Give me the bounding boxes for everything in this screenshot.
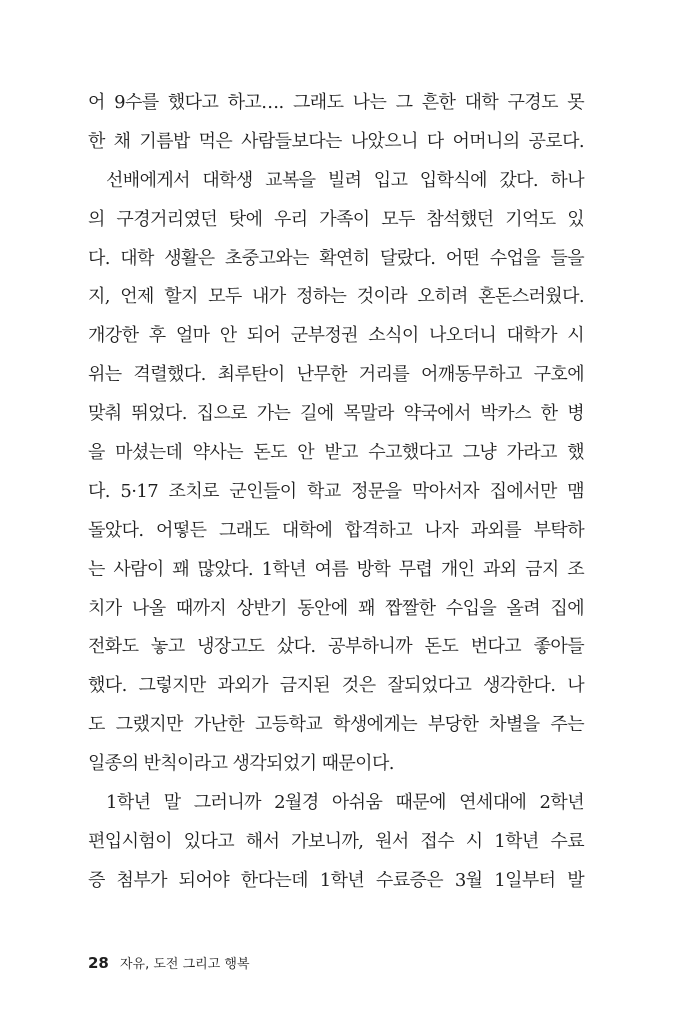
running-title: 자유, 도전 그리고 행복	[119, 957, 250, 972]
text-line: 편입시험이 있다고 해서 가보니까, 원서 접수 시 1학년 수료	[88, 830, 584, 852]
text-line: 다. 5·17 조치로 군인들이 학교 정문을 막아서자 집에서만 맴	[88, 480, 584, 502]
text-line: 증 첨부가 되어야 한다는데 1학년 수료증은 3월 1일부터 발	[88, 869, 584, 891]
text-line: 맞춰 뛰었다. 집으로 가는 길에 목말라 약국에서 박카스 한 병	[88, 403, 584, 425]
text-line: 어 9수를 했다고 하고…. 그래도 나는 그 흔한 대학 구경도 못	[88, 92, 584, 113]
text-line: 전화도 놓고 냉장고도 샀다. 공부하니까 돈도 번다고 좋아들	[88, 636, 584, 658]
text-line: 한 채 기름밥 먹은 사람들보다는 나았으니 다 어머니의 공로다.	[88, 130, 584, 152]
text-line: 을 마셨는데 약사는 돈도 안 받고 수고했다고 그냥 가라고 했	[88, 442, 584, 464]
text-line: 돌았다. 어떻든 그래도 대학에 합격하고 나자 과외를 부탁하	[88, 519, 584, 541]
text-line: 치가 나올 때까지 상반기 동안에 꽤 짭짤한 수입을 올려 집에	[88, 597, 584, 619]
text-line: 일종의 반칙이라고 생각되었기 때문이다.	[88, 753, 394, 775]
text-line: 도 그랬지만 가난한 고등학교 학생에게는 부당한 차별을 주는	[88, 714, 584, 736]
page-number: 28	[88, 954, 109, 972]
text-line: 다. 대학 생활은 초중고와는 확연히 달랐다. 어떤 수업을 들을	[88, 247, 584, 269]
text-line: 선배에게서 대학생 교복을 빌려 입고 입학식에 갔다. 하나	[106, 169, 584, 191]
text-line: 개강한 후 얼마 안 되어 군부정권 소식이 나오더니 대학가 시	[88, 325, 584, 347]
text-line: 는 사람이 꽤 많았다. 1학년 여름 방학 무렵 개인 과외 금지 조	[88, 558, 584, 580]
page-footer	[88, 953, 250, 972]
text-line: 위는 격렬했다. 최루탄이 난무한 거리를 어깨동무하고 구호에	[88, 364, 584, 386]
text-line: 1학년 말 그러니까 2월경 아쉬움 때문에 연세대에 2학년	[106, 792, 584, 814]
text-line: 지, 언제 할지 모두 내가 정하는 것이라 오히려 혼돈스러웠다.	[88, 286, 584, 308]
body-text	[88, 84, 584, 901]
text-line: 했다. 그렇지만 과외가 금지된 것은 잘되었다고 생각한다. 나	[88, 675, 584, 697]
text-line: 의 구경거리였던 탓에 우리 가족이 모두 참석했던 기억도 있	[88, 208, 584, 230]
